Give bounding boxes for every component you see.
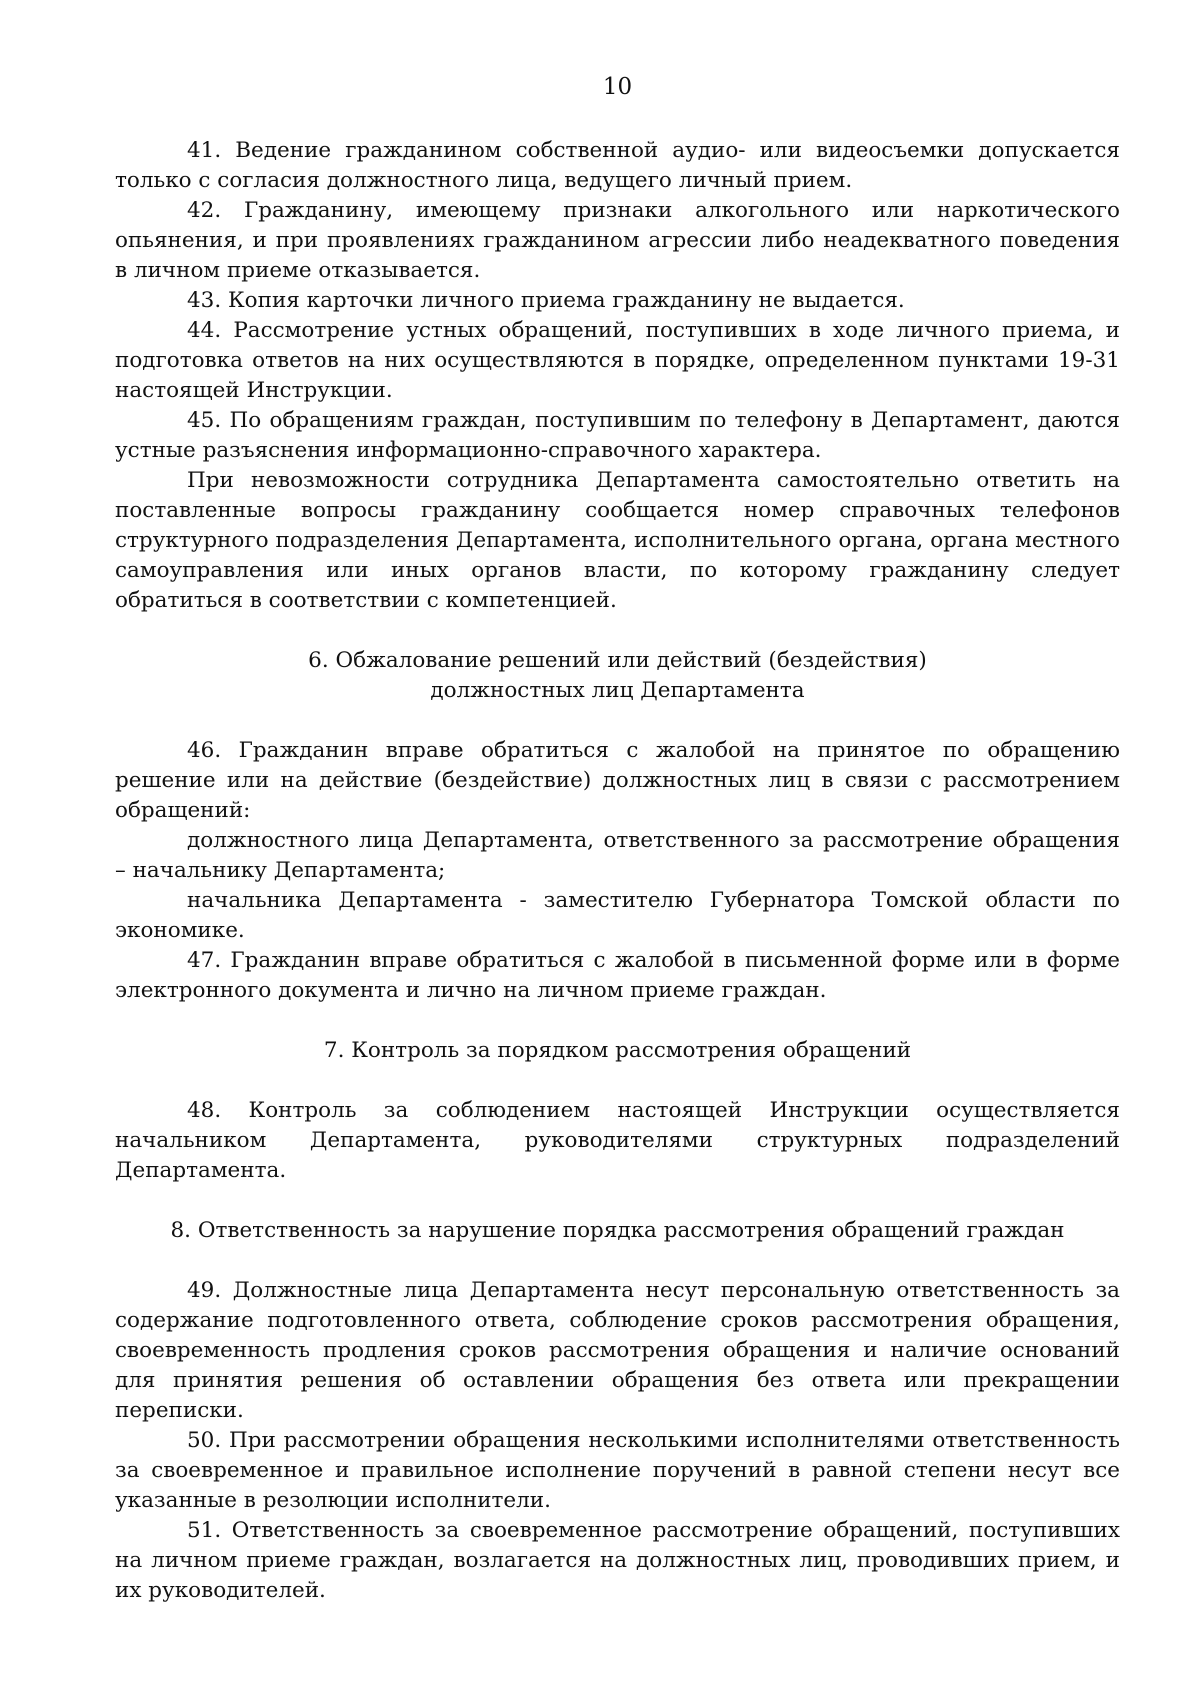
section-8-heading: 8. Ответственность за нарушение порядка рассмотрения обращений граждан xyxy=(170,1218,1065,1243)
paragraph-42: 42. Гражданину, имеющему признаки алкогольного или наркотического опьянения, и при проявлениях гражданином агрессии либо неадекватного поведения в личном приеме отказывается. xyxy=(115,198,1120,283)
page-number: 10 xyxy=(602,74,633,100)
section-7-heading: 7. Контроль за порядком рассмотрения обращений xyxy=(323,1038,912,1063)
paragraph-46-item-1: должностного лица Департамента, ответственного за рассмотрение обращения – начальнику Департамента; xyxy=(115,828,1120,883)
paragraph-45: 45. По обращениям граждан, поступившим по телефону в Департамент, даются устные разъяснения информационно-справочного характера. xyxy=(115,408,1120,463)
paragraph-41: 41. Ведение гражданином собственной аудио- или видеосъемки допускается только с согласия должностного лица, ведущего личный прием. xyxy=(115,138,1120,193)
section-6-heading xyxy=(115,646,1120,706)
paragraph-44: 44. Рассмотрение устных обращений, поступивших в ходе личного приема, и подготовка ответов на них осуществляются в порядке, определенном пунктами 19-31 настоящей Инструкции. xyxy=(115,318,1120,403)
section-6-heading-line-1: 6. Обжалование решений или действий (бездействия) xyxy=(308,648,927,673)
section-6-heading-line-2: должностных лиц Департамента xyxy=(430,678,805,703)
paragraph-46-item-2: начальника Департамента - заместителю Губернатора Томской области по экономике. xyxy=(115,888,1120,943)
paragraph-48: 48. Контроль за соблюдением настоящей Инструкции осуществляется начальником Департамента, руководителями структурных подразделений Департамента. xyxy=(115,1098,1120,1183)
paragraph-47: 47. Гражданин вправе обратиться с жалобой в письменной форме или в форме электронного документа и лично на личном приеме граждан. xyxy=(115,948,1120,1003)
paragraph-49: 49. Должностные лица Департамента несут персональную ответственность за содержание подготовленного ответа, соблюдение сроков рассмотрения обращения, своевременность продления сроков рассмотрения обращения и наличие оснований для принятия решения об оставлении обращения без ответа или прекращении переписки. xyxy=(115,1278,1120,1423)
paragraph-51: 51. Ответственность за своевременное рассмотрение обращений, поступивших на личном приеме граждан, возлагается на должностных лиц, проводивших прием, и их руководителей. xyxy=(115,1518,1120,1603)
paragraph-43: 43. Копия карточки личного приема гражданину не выдается. xyxy=(187,288,905,313)
paragraph-50: 50. При рассмотрении обращения несколькими исполнителями ответственность за своевременное и правильное исполнение поручений в равной степени несут все указанные в резолюции исполнители. xyxy=(115,1428,1120,1513)
document-page xyxy=(115,72,1120,1606)
paragraph-45-continued: При невозможности сотрудника Департамента самостоятельно ответить на поставленные вопросы гражданину сообщается номер справочных телефонов структурного подразделения Департамента, исполнительного органа, органа местного самоуправления или иных органов власти, по которому гражданину следует обратиться в соответствии с компетенцией. xyxy=(115,468,1120,613)
paragraph-46: 46. Гражданин вправе обратиться с жалобой на принятое по обращению решение или на действие (бездействие) должностных лиц в связи с рассмотрением обращений: xyxy=(115,738,1120,823)
